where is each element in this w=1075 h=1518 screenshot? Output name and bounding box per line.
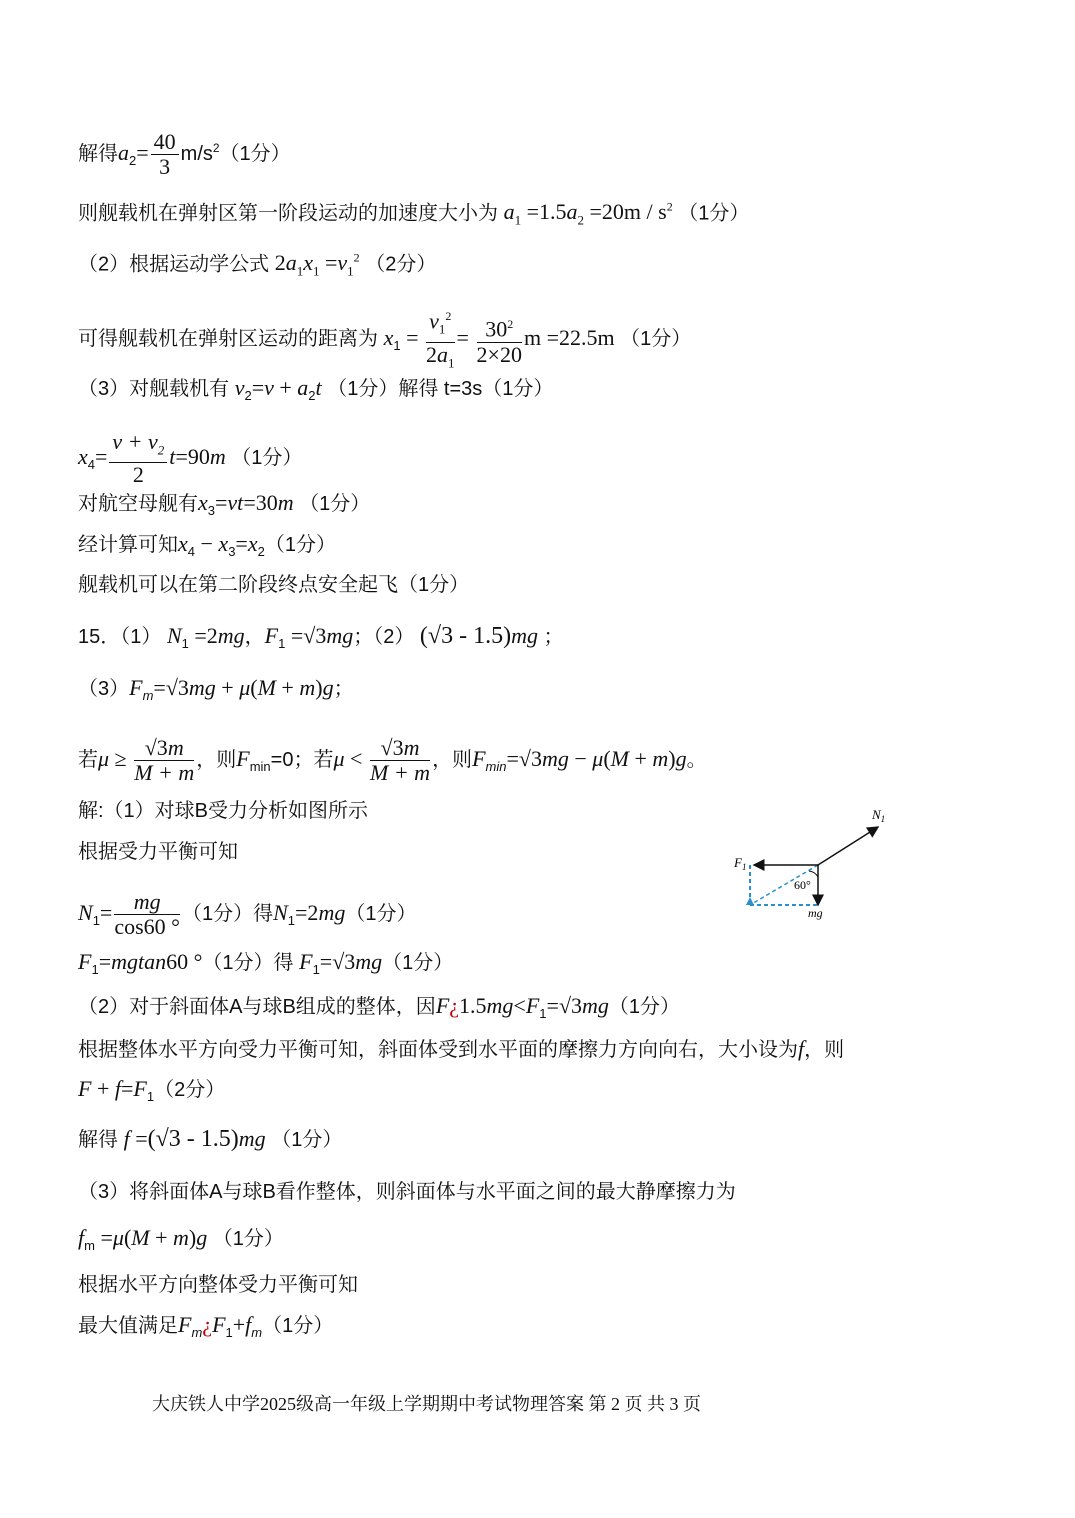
line-23: 根据水平方向整体受力平衡可知 (78, 1274, 358, 1296)
line-22: $f_m =\mu(M + m)g$ （1分） (78, 1225, 284, 1253)
line-8: 经计算可知$x_4 - x_3=x_2(1$分） (78, 531, 336, 559)
line-24: 最大值满足$F_m¿F_1+f_m(1$分） (78, 1312, 334, 1340)
line-1: 解得$a_2=$ $\frac{40}{3}$ $m/s^2(1$分） (78, 129, 291, 179)
line-2: 则舰载机在弹射区第一阶段运动的加速度大小为 $a_1 =1.5a_2 =20m / s^2$ （1分） (78, 199, 750, 228)
line-19: $F + f=F_1(2$分） (78, 1076, 226, 1104)
line-10: 15．（1） $N_1 =2mg$，$F_1 =√3mg$；（2） (√3 - 1.5)mg ； (78, 623, 564, 651)
force-diagram (728, 805, 898, 925)
line-6: $x_4=$ $\frac{v + v_2}{2}$ t=90m （1分） (78, 429, 303, 488)
mg-label: mg (808, 906, 823, 920)
line-21: （3）将斜面体A与球B看作整体，则斜面体与水平面之间的最大静摩擦力为 (78, 1181, 736, 1203)
line-5: （3）对舰载机有 $v_2=v + a_2t$ （1分）解得 t=3s（1分） (78, 375, 554, 403)
line-20: 解得 f =(√3 - 1.5)mg （1分） (78, 1126, 343, 1152)
n1-arrow (818, 827, 878, 865)
line-16: $F_1=mgtan60$ °（1分）得 $F_1=√3mg(1$分） (78, 949, 454, 977)
angle-label: 60° (794, 878, 811, 892)
line-3: （2）根据运动学公式 $2a_1x_1 =v_1^2$ （2分） (78, 250, 437, 279)
line-17: （2）对于斜面体A与球B组成的整体，因$F¿1.5mg<F_1=√3mg(1$分） (78, 993, 681, 1021)
line-18: 根据整体水平方向受力平衡可知，斜面体受到水平面的摩擦力方向向右，大小设为f，则 (78, 1036, 845, 1061)
line-7: 对航空母舰有$x_3=vt=30m$ （1分） (78, 490, 371, 518)
line-12: 若μ ≥ $\frac{√3m}{M + m}$ ，则$F_{min}=0$；若μ < $\frac{√3m}{M + m}$ ，则$F_{min}=√3mg - \mu(M + m)g$。 (78, 735, 707, 785)
page-footer: 大庆铁人中学2025级高一年级上学期期中考试物理答案 第 2 页 共 3 页 (152, 1394, 701, 1414)
f1-label: $F_1$ (734, 855, 747, 872)
line-14: 根据受力平衡可知 (78, 841, 238, 863)
line-11: $(3)F_m=√3mg + \mu(M + m)g$； (78, 675, 354, 703)
line-13: 解:（1）对球B受力分析如图所示 (78, 800, 369, 822)
n1-label: $N_1$ (872, 807, 886, 824)
line-4: 可得舰载机在弹射区运动的距离为 $x_1$ = $\frac{v_1^2}{2a_1}$ = $\frac{30^2}{2\times 20}$ m =22.5m （1分） (78, 304, 691, 375)
line-15: $N_1=$ $\frac{mg}{\cos 60 ^\circ}$ （1分）得$N_1=2mg(1$分） (78, 889, 417, 939)
line-9: 舰载机可以在第二阶段终点安全起飞（1分） (78, 574, 470, 596)
